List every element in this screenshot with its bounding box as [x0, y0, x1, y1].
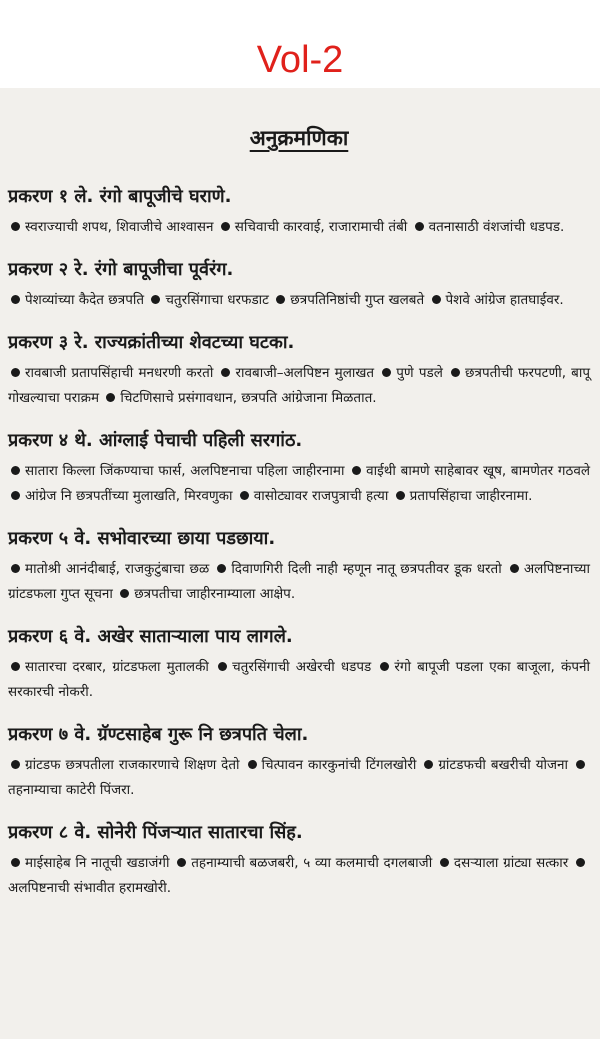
bullet-icon: [248, 760, 257, 769]
chapter-topic: दिवाणगिरी दिली नाही म्हणून नातू छत्रपतीवर डूक धरतो: [231, 561, 502, 577]
chapter-topic: चतुरसिंगाची अखेरची धडपड: [232, 659, 372, 675]
chapter-topic: पेशव्यांच्या कैदेत छत्रपति: [25, 292, 145, 308]
bullet-icon: [510, 564, 519, 573]
chapter-heading: प्रकरण ६ वे. अखेर साताऱ्याला पाय लागले.: [8, 626, 293, 647]
bullet-icon: [276, 295, 285, 304]
index-page: [0, 88, 600, 1039]
chapter-topic: वाईथी बामणे साहेबावर खूष, बामणेतर गठवले: [366, 463, 590, 479]
chapter-topic: ग्रांटडफची बखरीची योजना: [438, 757, 569, 773]
chapter-topic: पेशवे आंग्रेज हातघाईवर.: [445, 292, 564, 308]
bullet-icon: [380, 662, 389, 671]
chapter-topic: छत्रपतीचा जाहीरनाम्याला आक्षेप.: [134, 586, 296, 602]
chapter-topics: [8, 851, 590, 901]
bullet-icon: [424, 760, 433, 769]
chapter-topic: वतनासाठी वंशजांची धडपड.: [428, 219, 565, 235]
chapter-heading: प्रकरण २ रे. रंगो बापूजीचा पूर्वरंग.: [8, 259, 234, 280]
bullet-icon: [221, 368, 230, 377]
chapter-heading: प्रकरण ४ थे. आंग्लाई पेचाची पहिली सरगांठ.: [8, 430, 303, 451]
chapter-entry: [8, 526, 590, 607]
chapter-topic: चिटणिसाचे प्रसंगावधान, छत्रपति आंग्रेजाना मिळतात.: [120, 390, 377, 406]
bullet-icon: [432, 295, 441, 304]
chapter-topics: [8, 459, 590, 509]
bullet-icon: [11, 466, 20, 475]
chapter-topic: सचिवाची कारवाई, राजारामाची तंबी: [234, 219, 408, 235]
chapter-topic: पुणे पडले: [396, 365, 443, 381]
chapter-topic: आंग्रेज नि छत्रपतींच्या मुलाखति, मिरवणुका: [25, 488, 233, 504]
chapter-topic: सातारचा दरबार, ग्रांटडफला मुतालकी: [25, 659, 209, 675]
bullet-icon: [217, 564, 226, 573]
chapter-entry: [8, 257, 590, 313]
bullet-icon: [106, 393, 115, 402]
bullet-icon: [11, 760, 20, 769]
bullet-icon: [382, 368, 391, 377]
chapter-topic: अलपिष्टनाच्या ग्रांटडफला गुप्त सूचना: [8, 561, 590, 602]
chapter-entry: [8, 330, 590, 411]
bullet-icon: [120, 589, 129, 598]
bullet-icon: [11, 491, 20, 500]
chapter-entry: [8, 820, 590, 901]
bullet-icon: [440, 858, 449, 867]
chapter-topic: सातारा किल्ला जिंकण्याचा फार्स, अलपिष्टनाचा पहिला जाहीरनामा: [25, 463, 345, 479]
volume-label: Vol-2: [256, 39, 344, 81]
page-title: अनुक्रमणिका: [249, 126, 349, 150]
bullet-icon: [11, 222, 20, 231]
bullet-icon: [218, 662, 227, 671]
chapter-heading: प्रकरण ३ रे. राज्यक्रांतीच्या शेवटच्या घटका.: [8, 332, 295, 353]
chapter-topics: [8, 288, 590, 313]
chapter-topic: रंगो बापूजी पडला एका बाजूला, कंपनी सरकारची नोकरी.: [8, 659, 590, 700]
bullet-icon: [151, 295, 160, 304]
chapter-entry: [8, 428, 590, 509]
chapter-topic: मातोश्री आनंदीबाई, राजकुटुंबाचा छळ: [25, 561, 210, 577]
chapter-topics: [8, 753, 590, 803]
chapter-topic: माईसाहेब नि नातूची खडाजंगी: [25, 855, 170, 871]
chapter-topic: दसऱ्याला ग्रांट्या सत्कार: [453, 855, 569, 871]
chapter-topic: छत्रपतीची फरपटणी, बापू गोखल्याचा पराक्रम: [8, 365, 591, 406]
bullet-icon: [221, 222, 230, 231]
chapter-topic: छत्रपतिनिष्ठांची गुप्त खलबते: [290, 292, 425, 308]
chapter-topic: स्वराज्याची शपथ, शिवाजीचे आश्वासन: [25, 219, 214, 235]
chapter-topics: [8, 361, 590, 411]
chapter-entry: [8, 624, 590, 705]
bullet-icon: [576, 760, 585, 769]
bullet-icon: [11, 295, 20, 304]
chapter-topic: वासोट्यावर राजपुत्राची हत्या: [253, 488, 389, 504]
bullet-icon: [396, 491, 405, 500]
chapter-topic: रावबाजी प्रतापसिंहाची मनधरणी करतो: [25, 365, 214, 381]
chapter-topic: तहनाम्याचा काटेरी पिंजरा.: [8, 782, 135, 798]
chapter-list: [8, 184, 590, 901]
bullet-icon: [11, 368, 20, 377]
bullet-icon: [177, 858, 186, 867]
chapter-entry: [8, 722, 590, 803]
chapter-topics: [8, 557, 590, 607]
chapter-topic: प्रतापसिंहाचा जाहीरनामा.: [409, 488, 533, 504]
bullet-icon: [11, 564, 20, 573]
bullet-icon: [576, 858, 585, 867]
chapter-heading: प्रकरण ७ वे. ग्रॅण्टसाहेब गुरू नि छत्रपति चेला.: [8, 724, 309, 745]
chapter-topic: ग्रांटडफ छत्रपतीला राजकारणाचे शिक्षण देतो: [25, 757, 240, 773]
bullet-icon: [11, 858, 20, 867]
chapter-heading: प्रकरण ५ वे. सभोवारच्या छाया पडछाया.: [8, 528, 276, 549]
bullet-icon: [11, 662, 20, 671]
chapter-entry: [8, 184, 590, 240]
chapter-topic: चतुरसिंगाचा धरफडाट: [165, 292, 269, 308]
chapter-heading: प्रकरण ८ वे. सोनेरी पिंजऱ्यात सातारचा सिंह.: [8, 822, 303, 843]
chapter-topic: तहनाम्याची बळजबरी, ५ व्या कलमाची दगलबाजी: [191, 855, 433, 871]
chapter-topic: रावबाजी–अलपिष्टन मुलाखत: [235, 365, 375, 381]
chapter-topic: अलपिष्टनाची संभावीत हरामखोरी.: [8, 880, 172, 896]
bullet-icon: [451, 368, 460, 377]
chapter-topic: चित्पावन कारकुनांची टिंगलखोरी: [261, 757, 417, 773]
chapter-topics: [8, 655, 590, 705]
bullet-icon: [240, 491, 249, 500]
bullet-icon: [415, 222, 424, 231]
chapter-heading: प्रकरण १ ले. रंगो बापूजीचे घराणे.: [8, 186, 232, 207]
bullet-icon: [352, 466, 361, 475]
chapter-topics: [8, 215, 590, 240]
